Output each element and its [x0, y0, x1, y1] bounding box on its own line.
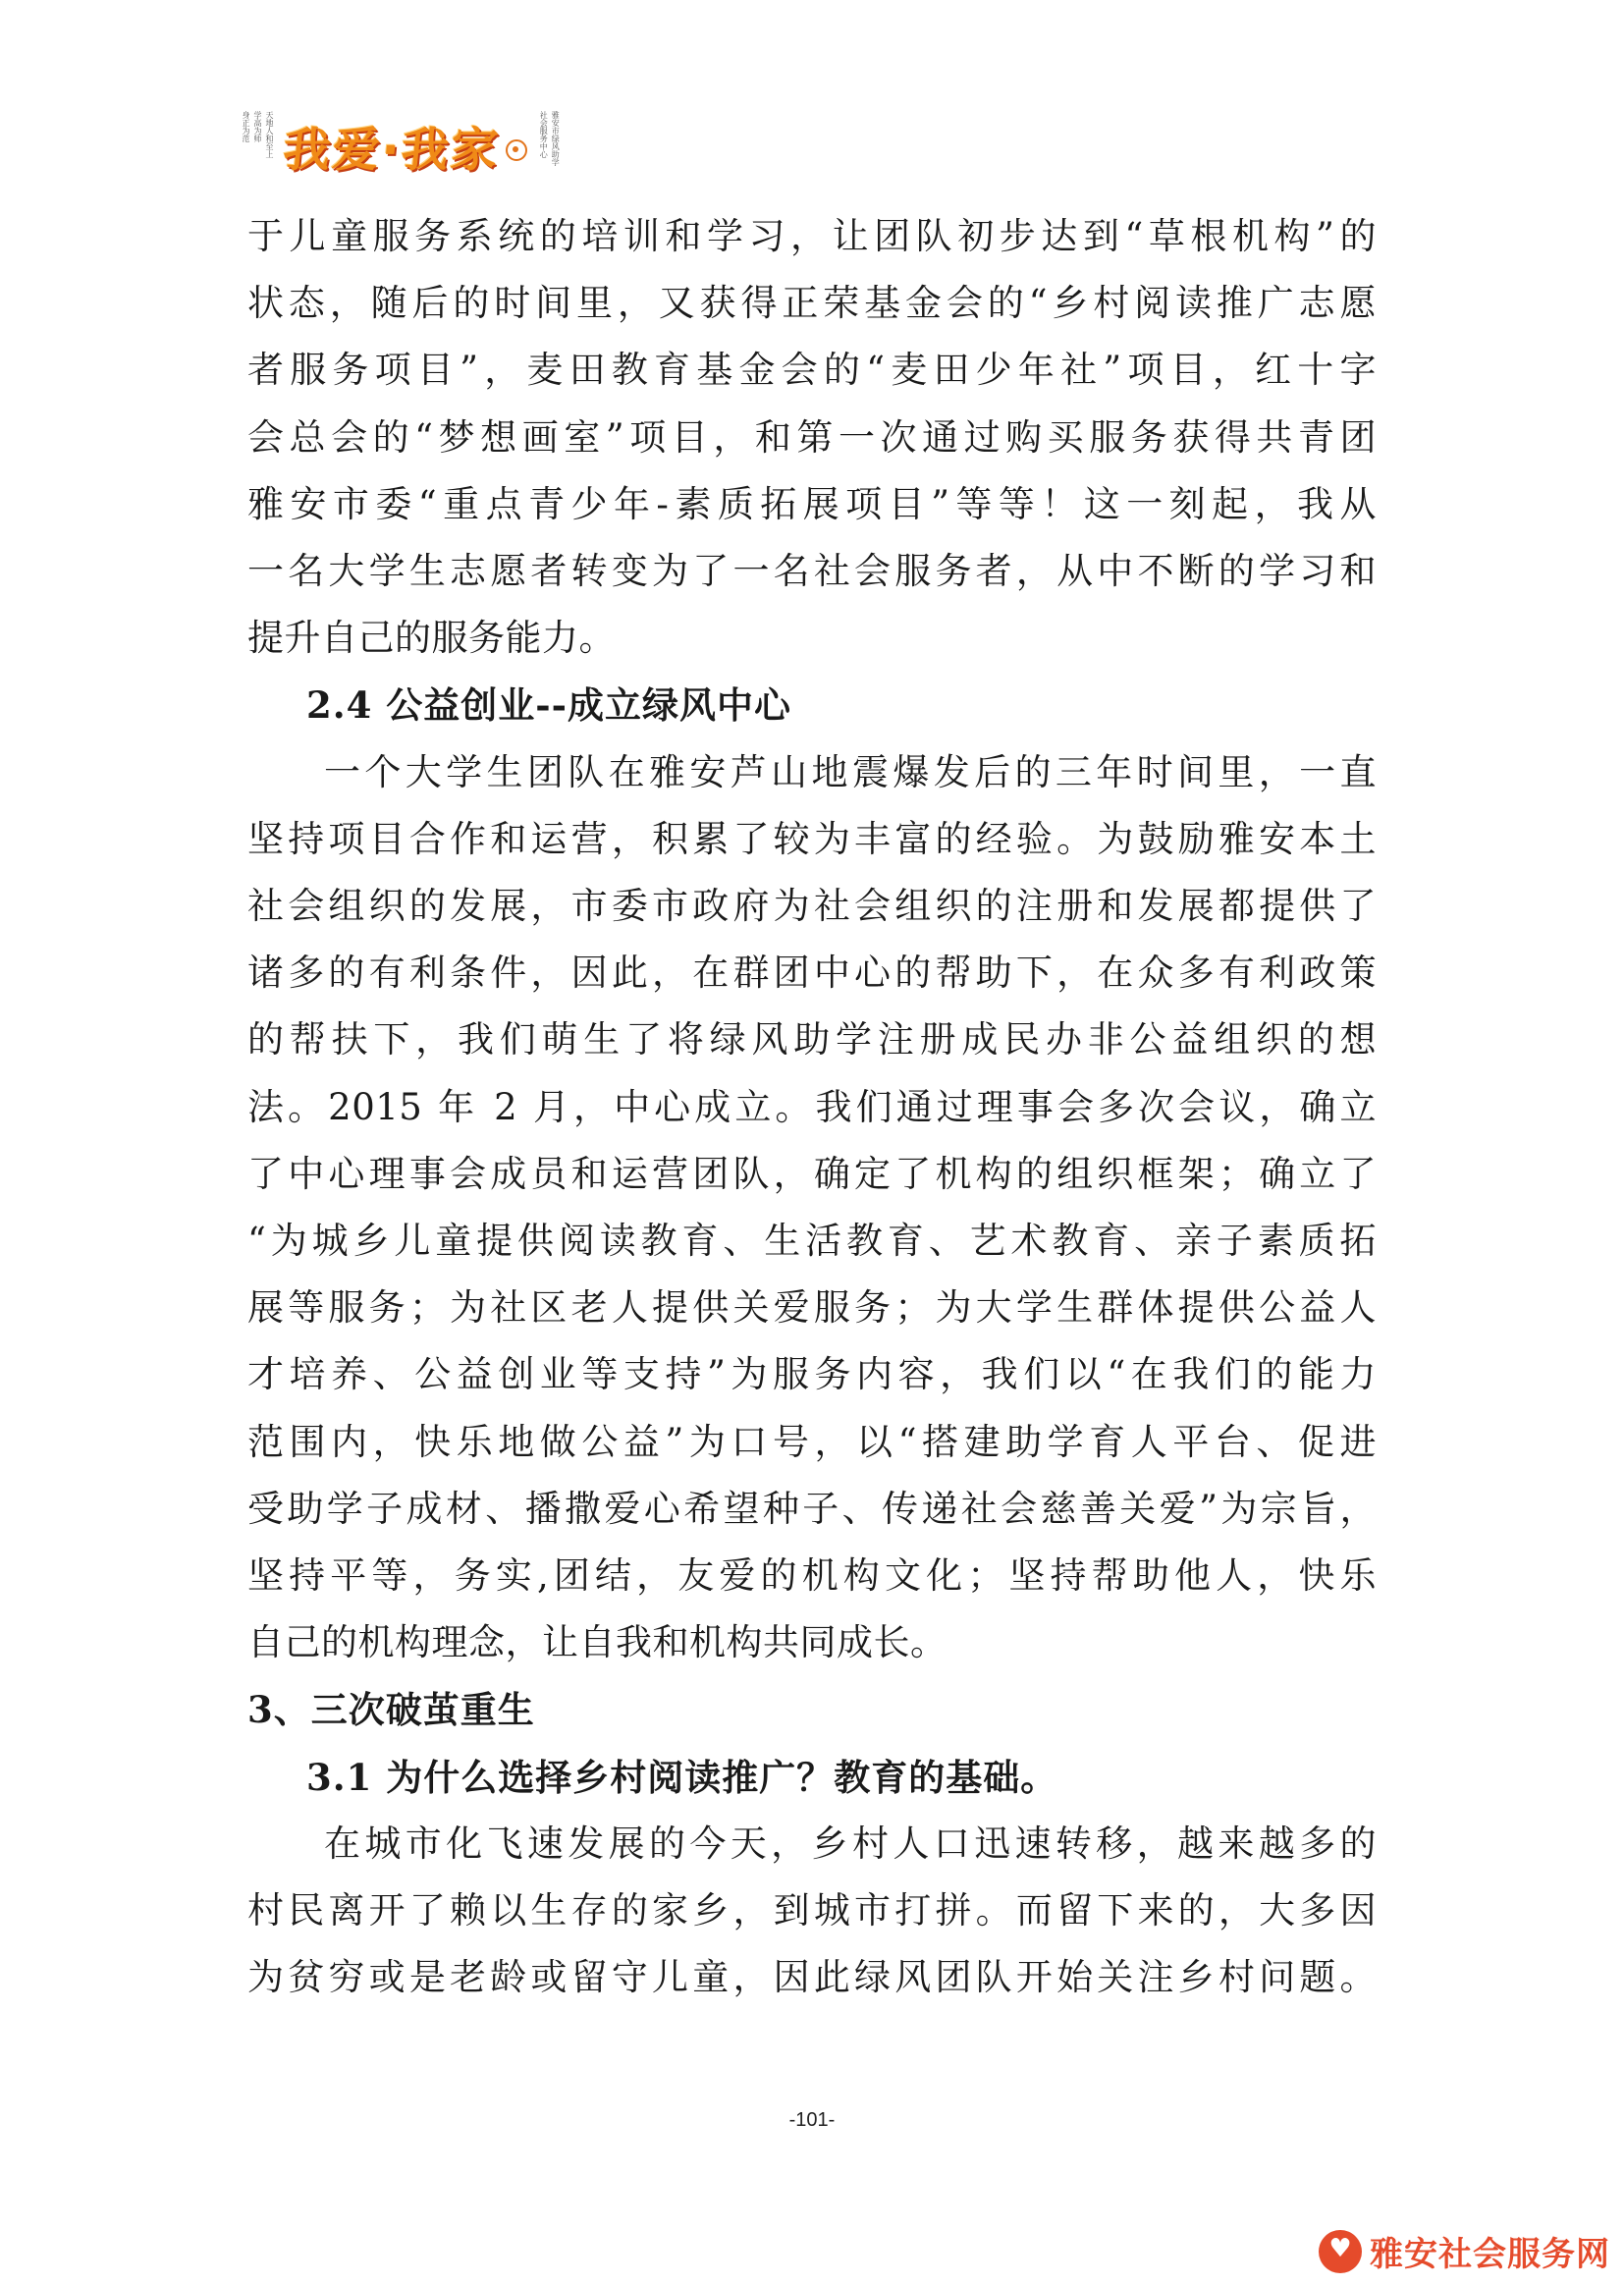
paragraph-line: 社会组织的发展，市委市政府为社会组织的注册和发展都提供了	[247, 885, 1377, 928]
paragraph-line: 一名大学生志愿者转变为了一名社会服务者，从中不断的学习和	[247, 550, 1377, 593]
logo-motto	[242, 111, 274, 180]
paragraph-line: 了中心理事会成员和运营团队，确定了机构的组织框架；确立了	[247, 1152, 1377, 1195]
logo-org-line: 社会服务中心	[539, 111, 549, 158]
logo-org-name	[539, 111, 560, 180]
logo-title: 我爱·我家	[280, 122, 503, 178]
paragraph-line: 才培养、公益创业等支持”为服务内容，我们以“在我们的能力	[247, 1353, 1377, 1396]
paragraph-line: 范围内，快乐地做公益”为口号，以“搭建助学育人平台、促进	[247, 1420, 1377, 1463]
paragraph-line: 为贫穷或是老龄或留守儿童，因此绿风团队开始关注乡村问题。	[247, 1956, 1377, 1999]
section-subheading: 2.4 公益创业--成立绿风中心	[306, 683, 791, 728]
watermark	[1319, 2227, 1610, 2275]
paragraph-line: 提升自己的服务能力。	[247, 617, 616, 660]
paragraph-line: “为城乡儿童提供阅读教育、生活教育、艺术教育、亲子素质拓	[247, 1220, 1377, 1263]
section-heading: 3、三次破茧重生	[247, 1688, 535, 1732]
paragraph-line: 于儿童服务系统的培训和学习，让团队初步达到“草根机构”的	[247, 215, 1377, 257]
paragraph-line: 展等服务；为社区老人提供关爱服务；为大学生群体提供公益人	[247, 1286, 1377, 1330]
paragraph-line: 村民离开了赖以生存的家乡，到城市打拼。而留下来的，大多因	[247, 1889, 1377, 1932]
logo-org-line: 雅安市绿风助学	[551, 111, 561, 166]
logo-motto-line: 身正为范	[242, 111, 250, 142]
paragraph-line: 一个大学生团队在雅安芦山地震爆发后的三年时间里，一直	[324, 750, 1377, 793]
section-subheading: 3.1 为什么选择乡村阅读推广？教育的基础。	[306, 1755, 1058, 1799]
paragraph-line: 坚持项目合作和运营，积累了较为丰富的经验。为鼓励雅安本土	[247, 817, 1377, 860]
paragraph-line: 在城市化飞速发展的今天，乡村人口迅速转移，越来越多的	[324, 1822, 1377, 1865]
paragraph-line: 状态，随后的时间里，又获得正荣基金会的“乡村阅读推广志愿	[247, 282, 1377, 325]
logo-motto-line: 学高为师	[253, 111, 262, 142]
paragraph-line: 的帮扶下，我们萌生了将绿风助学注册成民办非公益组织的想	[247, 1018, 1377, 1061]
paragraph-line: 自己的机构理念，让自我和机构共同成长。	[247, 1621, 947, 1664]
paragraph-line: 法。2015 年 2 月，中心成立。我们通过理事会多次会议，确立	[247, 1085, 1377, 1128]
paragraph-line: 会总会的“梦想画室”项目，和第一次通过购买服务获得共青团	[247, 415, 1377, 459]
watermark-text: 雅安社会服务网	[1370, 2235, 1610, 2274]
document-body	[247, 203, 1377, 2011]
page-number: -101-	[788, 2109, 836, 2131]
paragraph-line: 雅安市委“重点青少年-素质拓展项目”等等！这一刻起，我从	[247, 482, 1377, 525]
header-logo	[242, 110, 560, 181]
paragraph-line: 者服务项目”，麦田教育基金会的“麦田少年社”项目，红十字	[247, 349, 1377, 392]
paragraph-line: 受助学子成材、播撒爱心希望种子、传递社会慈善关爱”为宗旨，	[247, 1487, 1377, 1530]
paragraph-line: 诸多的有利条件，因此，在群团中心的帮助下，在众多有利政策	[247, 952, 1377, 995]
heart-logo-icon	[1319, 2230, 1362, 2273]
paragraph-line: 坚持平等，务实,团结，友爱的机构文化；坚持帮助他人，快乐	[247, 1554, 1377, 1598]
logo-seal-icon	[506, 139, 527, 161]
logo-motto-line: 天地人和至上	[265, 111, 274, 158]
